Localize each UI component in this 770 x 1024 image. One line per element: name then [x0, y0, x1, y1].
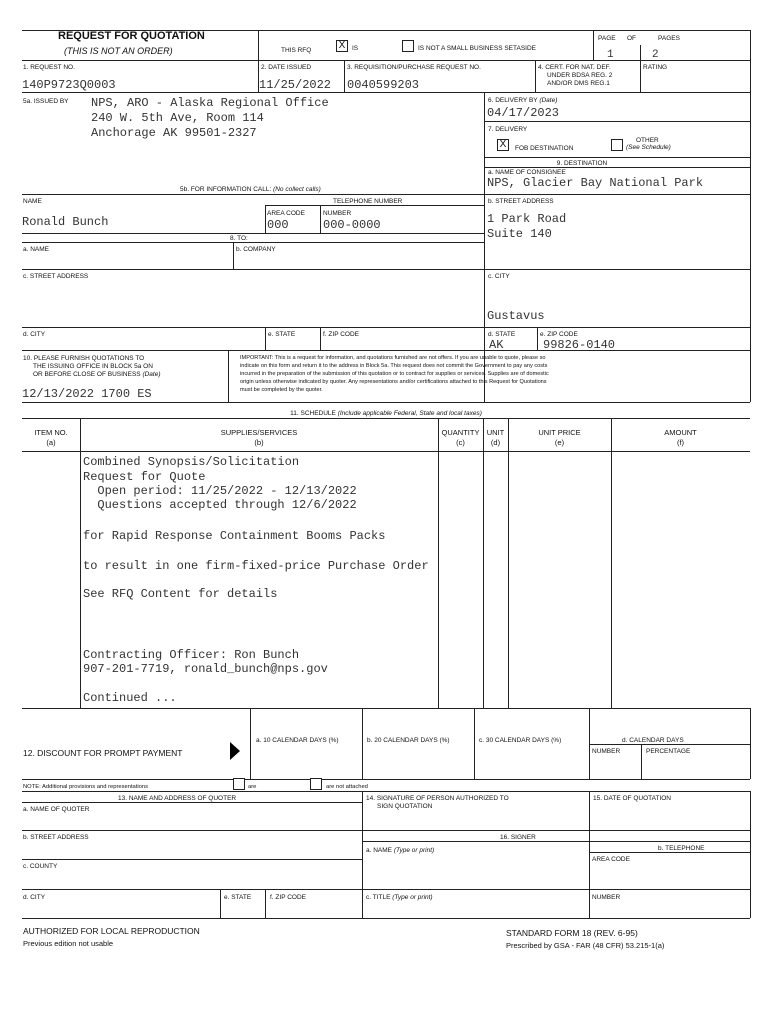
is-label: IS	[352, 45, 359, 52]
to-street-label: c. STREET ADDRESS	[23, 273, 89, 280]
small-business-is-checkbox[interactable]: X	[336, 40, 348, 52]
quotation-date-label: 15. DATE OF QUOTATION	[593, 795, 672, 802]
small-business-is-not-checkbox[interactable]	[402, 40, 414, 52]
discount-30-label: c. 30 CALENDAR DAYS (%)	[479, 737, 562, 744]
footer-authorized: AUTHORIZED FOR LOCAL REPRODUCTION	[23, 926, 200, 936]
cert-label-3: AND/OR DMS REG.1	[547, 80, 610, 87]
destination-city-label: c. CITY	[488, 273, 510, 280]
schedule-line: to result in one firm-fixed-price Purchase Order	[83, 559, 429, 573]
to-city-label: d. CITY	[23, 331, 46, 338]
important-line3: incurred in the preparation of the submission of this quotation or to contract for supplies or services. Supplies are of domestic	[240, 371, 549, 377]
form-title: REQUEST FOR QUOTATION	[58, 30, 205, 42]
quoter-county-label: c. COUNTY	[23, 863, 58, 870]
furnish-line1: 10. PLEASE FURNISH QUOTATIONS TO	[23, 355, 145, 362]
destination-street-1: 1 Park Road	[487, 212, 567, 226]
col-supplies-header: SUPPLIES/SERVICES (b)	[220, 428, 298, 447]
schedule-line: Contracting Officer: Ron Bunch	[83, 648, 300, 662]
quoter-name-label: a. NAME OF QUOTER	[23, 806, 90, 813]
number-label: NUMBER	[323, 210, 352, 217]
quoter-street-label: b. STREET ADDRESS	[23, 834, 89, 841]
date-issued: 11/25/2022	[259, 78, 332, 92]
pages-count: 2	[652, 49, 659, 61]
destination-street-2: Suite 140	[487, 227, 552, 241]
request-no: 140P9723Q0003	[22, 78, 116, 92]
footer-standard-form: STANDARD FORM 18 (REV. 6-95)	[506, 928, 638, 938]
additional-provisions-note: NOTE: Additional provisions and representations	[23, 784, 149, 790]
discount-20-label: b. 20 CALENDAR DAYS (%)	[367, 737, 450, 744]
issued-by-line2: 240 W. 5th Ave, Room 114	[91, 111, 264, 125]
area-code-label: AREA CODE	[267, 210, 305, 217]
schedule-line: Continued ...	[83, 691, 177, 705]
important-line4: origin unless otherwise indicated by quoter. Any representations and/or certifications attached to this Request for Quotations	[240, 379, 547, 385]
signer-title-label: c. TITLE (Type or print)	[366, 894, 433, 901]
to-company-label: b. COMPANY	[236, 246, 276, 253]
pages-label: PAGES	[658, 35, 680, 42]
deliver-by-date: 04/17/2023	[487, 106, 560, 120]
discount-10-label: a. 10 CALENDAR DAYS (%)	[256, 737, 339, 744]
consignee-name: NPS, Glacier Bay National Park	[487, 176, 704, 190]
deliver-by-label: 6. DELIVERY BY (Date)	[488, 97, 558, 104]
this-rfq-label: THIS RFQ	[281, 47, 312, 54]
to-name-label: a. NAME	[23, 246, 50, 253]
requisition-label: 3. REQUISITION/PURCHASE REQUEST NO.	[347, 64, 481, 71]
request-no-label: 1. REQUEST NO.	[23, 64, 75, 71]
schedule-line: See RFQ Content for details	[83, 587, 278, 601]
other-delivery-checkbox[interactable]	[611, 139, 623, 151]
schedule-line: 907-201-7719, ronald_bunch@nps.gov	[83, 662, 328, 676]
quoter-section-label: 13. NAME AND ADDRESS OF QUOTER	[118, 795, 237, 802]
furnish-date: 12/13/2022 1700 ES	[22, 387, 152, 401]
schedule-line: Questions accepted through 12/6/2022	[83, 498, 357, 512]
schedule-line: for Rapid Response Containment Booms Packs	[83, 529, 386, 543]
issued-by-line3: Anchorage AK 99501-2327	[91, 126, 257, 140]
destination-street-label: b. STREET ADDRESS	[488, 198, 554, 205]
destination-zip: 99826-0140	[543, 338, 616, 352]
destination-state: AK	[489, 338, 504, 352]
provisions-are-label: are	[248, 784, 257, 790]
furnish-line2: THE ISSUING OFFICE IN BLOCK 5a ON	[33, 363, 153, 370]
consignee-label: a. NAME OF CONSIGNEE	[488, 169, 566, 176]
destination-label: 9. DESTINATION	[556, 160, 608, 167]
signer-label: 16. SIGNER	[500, 834, 536, 841]
important-line2: indicate on this form and return it to the address in Block 5a. This request does not commit the Government to pay any costs	[240, 363, 548, 369]
signature-label-2: SIGN QUOTATION	[377, 803, 433, 810]
page-number: 1	[607, 49, 614, 61]
important-line5: must be completed by the quoter.	[240, 387, 323, 393]
schedule-line: Open period: 11/25/2022 - 12/13/2022	[83, 484, 357, 498]
provisions-are-checkbox[interactable]	[233, 778, 245, 790]
to-zip-label: f. ZIP CODE	[323, 331, 359, 338]
col-unit-header: UNIT (d)	[486, 428, 505, 447]
signer-telephone-label: b. TELEPHONE	[658, 845, 705, 852]
provisions-are-not-checkbox[interactable]	[310, 778, 322, 790]
quoter-state-label: e. STATE	[224, 894, 252, 901]
important-line1: IMPORTANT: This is a request for information, and quotations furnished are not offers. If you are unable to quote, please so	[240, 355, 546, 361]
telephone-label: TELEPHONE NUMBER	[333, 198, 403, 205]
requisition-no: 0040599203	[347, 78, 420, 92]
fob-destination-checkbox[interactable]: X	[497, 139, 509, 151]
signer-name-label: a. NAME (Type or print)	[366, 847, 435, 854]
date-issued-label: 2. DATE ISSUED	[261, 64, 312, 71]
discount-label: 12. DISCOUNT FOR PROMPT PAYMENT	[23, 748, 183, 758]
schedule-line: Combined Synopsis/Solicitation	[83, 455, 300, 469]
calendar-number-label: NUMBER	[592, 748, 621, 755]
contact-area-code: 000	[267, 218, 289, 232]
form-subtitle: (THIS IS NOT AN ORDER)	[64, 46, 173, 56]
issued-by-label: 5a. ISSUED BY	[23, 98, 69, 105]
cert-label-2: UNDER BDSA REG. 2	[547, 72, 613, 79]
fob-destination-label: FOB DESTINATION	[515, 145, 574, 152]
footer-previous-edition: Previous edition not usable	[23, 939, 114, 948]
destination-state-label: d. STATE	[488, 331, 516, 338]
signer-area-code-label: AREA CODE	[592, 856, 630, 863]
calendar-percentage-label: PERCENTAGE	[646, 748, 691, 755]
other-delivery-note: (See Schedule)	[626, 144, 671, 151]
rating-label: RATING	[643, 64, 668, 71]
schedule-label: 11. SCHEDULE (Include applicable Federal, State and local taxes)	[290, 410, 482, 417]
provisions-are-not-label: are not attached	[326, 784, 368, 790]
furnish-line3: OR BEFORE CLOSE OF BUSINESS (Date)	[33, 371, 161, 378]
signature-label-1: 14. SIGNATURE OF PERSON AUTHORIZED TO	[366, 795, 509, 802]
other-delivery-label: OTHER	[636, 137, 659, 144]
footer-prescribed-by: Prescribed by GSA - FAR (48 CFR) 53.215-1(a)	[506, 941, 665, 950]
schedule-line: Request for Quote	[83, 470, 206, 484]
to-label: 8. TO:	[230, 235, 248, 242]
contact-name: Ronald Bunch	[22, 215, 109, 229]
page-label: PAGE	[598, 35, 616, 42]
arrow-right-icon	[230, 742, 240, 760]
col-quantity-header: QUANTITY (c)	[441, 428, 480, 447]
calendar-days-label: d. CALENDAR DAYS	[622, 737, 684, 744]
cert-label-1: 4. CERT. FOR NAT. DEF.	[538, 64, 611, 71]
quoter-zip-label: f. ZIP CODE	[270, 894, 306, 901]
col-amount-header: AMOUNT (f)	[664, 428, 697, 447]
signer-number-label: NUMBER	[592, 894, 621, 901]
of-label: OF	[627, 35, 637, 42]
issued-by-line1: NPS, ARO - Alaska Regional Office	[91, 96, 329, 110]
info-call-label: 5b. FOR INFORMATION CALL: (No collect calls)	[180, 186, 321, 193]
quoter-city-label: d. CITY	[23, 894, 46, 901]
destination-zip-label: e. ZIP CODE	[540, 331, 578, 338]
to-state-label: e. STATE	[268, 331, 296, 338]
is-not-label: IS NOT A SMALL BUSINESS SETASIDE	[418, 45, 537, 52]
col-unit-price-header: UNIT PRICE (e)	[538, 428, 581, 447]
col-item-header: ITEM NO. (a)	[34, 428, 68, 447]
info-name-label: NAME	[23, 198, 42, 205]
destination-city: Gustavus	[487, 309, 545, 323]
contact-number: 000-0000	[323, 218, 381, 232]
delivery-label: 7. DELIVERY	[488, 126, 528, 133]
